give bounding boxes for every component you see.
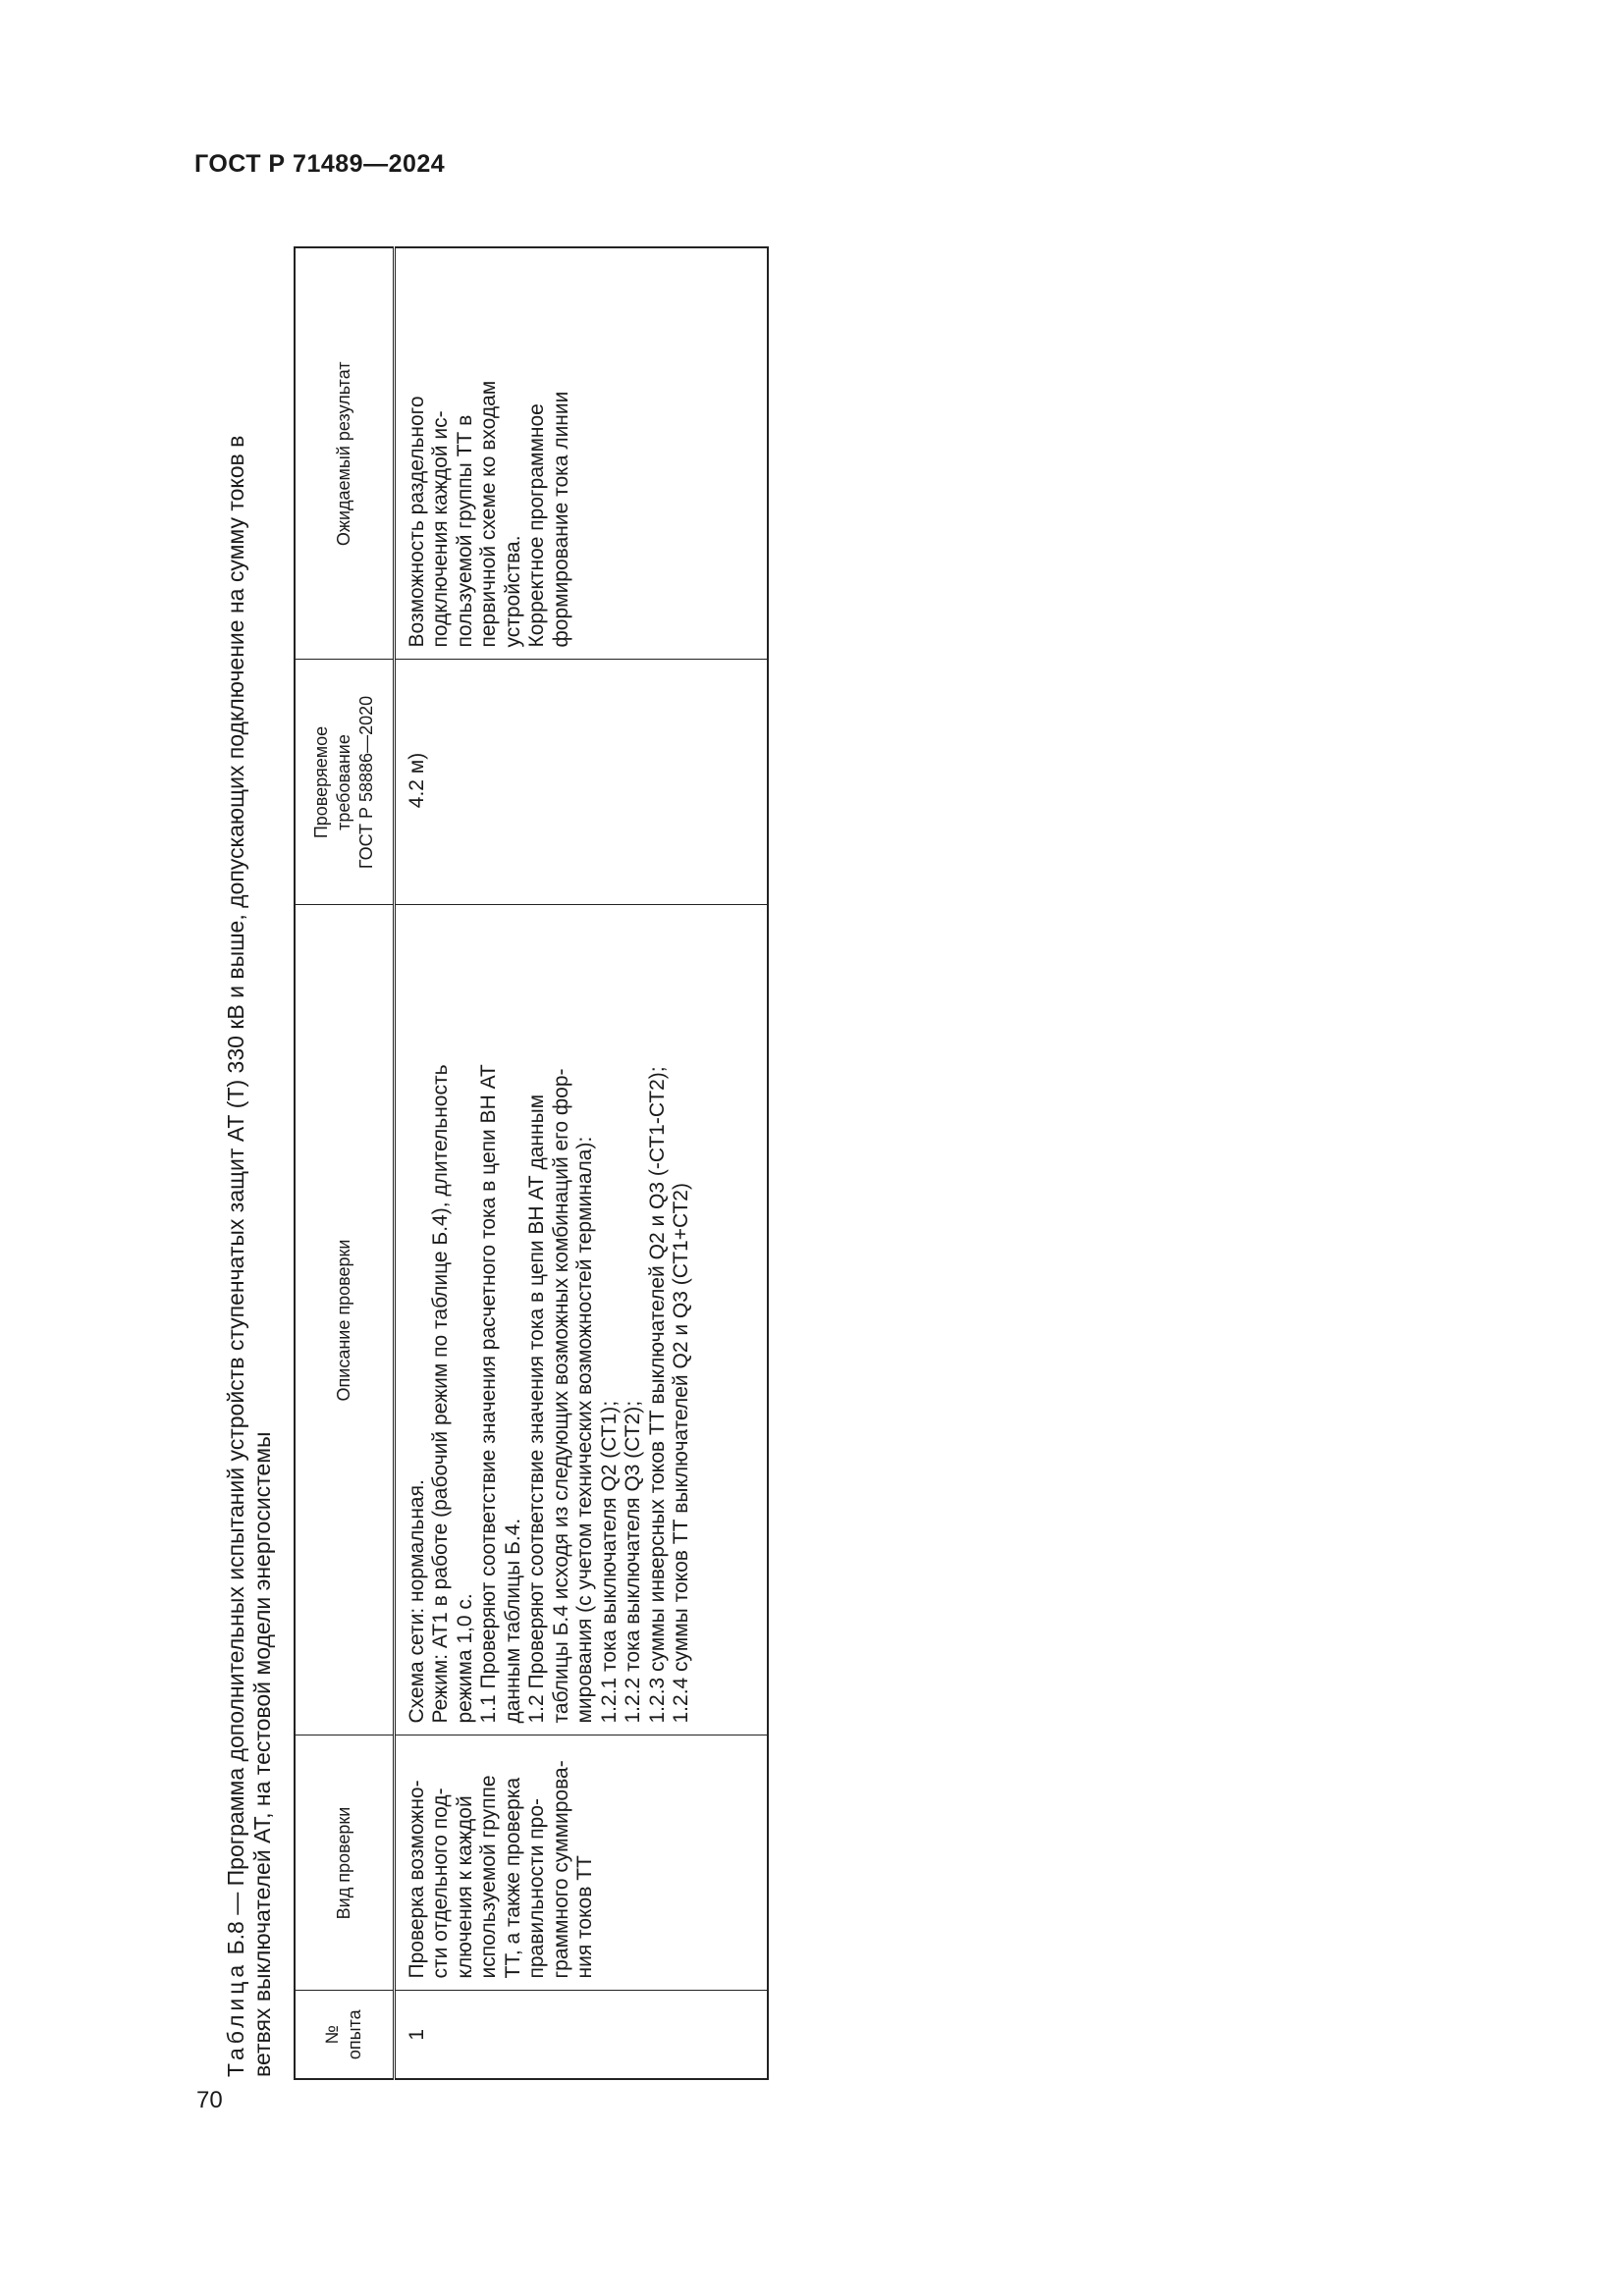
caption-text-line1: Б.8 — Программа дополнительных испытаний устройств ступенчатых защит АТ (Т) 330 кВ и выше, допускающих подключение на сумму токов в <box>223 435 248 1961</box>
header-description: Описание проверки <box>295 905 394 1735</box>
rotated-table-block <box>211 227 741 2092</box>
header-requirement: Проверяемое требование ГОСТ Р 58886—2020 <box>295 660 394 905</box>
table-header-row <box>295 247 394 2079</box>
cell-expected: Возможность раздельного подключения каждой ис- пользуемой группы ТТ в первичной схеме ко входам устройства. Корректное программное формирование тока линии <box>394 247 768 660</box>
caption-label: Таблица <box>223 1960 248 2077</box>
table-row <box>394 247 768 2079</box>
caption-text-line2: ветвях выключателей АТ, на тестовой модели энергосистемы <box>249 1431 275 2077</box>
cell-requirement: 4.2 м) <box>394 660 768 905</box>
cell-description: Схема сети: нормальная. Режим: АТ1 в работе (рабочий режим по таблице Б.4), длительность режима 1,0 с. 1.1 Проверяют соответствие значения расчетного тока в цепи ВН АТ данным таблицы Б.4. 1.2 Проверяют соответствие значения тока в цепи ВН АТ данным таблицы Б.4 исходя из следующих возможных комбинаций его фор- мирования (с учетом технических возможностей терминала): 1.2.1 тока выключателя Q2 (СТ1); 1.2.2 тока выключателя Q3 (СТ2); 1.2.3 суммы инверсных токов ТТ выключателей Q2 и Q3 (-СТ1-СТ2); 1.2.4 суммы токов ТТ выключателей Q2 и Q3 (СТ1+СТ2) <box>394 905 768 1735</box>
cell-type: Проверка возможно- сти отдельного под- ключения к каждой используемой группе ТТ, а также проверка правильности про- граммного суммирова- ния токов ТТ <box>394 1735 768 1991</box>
document-header: ГОСТ Р 71489—2024 <box>194 150 446 178</box>
cell-num: 1 <box>394 1991 768 2079</box>
page-number: 70 <box>196 2087 223 2113</box>
test-program-table <box>294 246 769 2080</box>
header-num: № опыта <box>295 1991 394 2079</box>
table-caption <box>223 251 276 2077</box>
header-expected: Ожидаемый результат <box>295 247 394 660</box>
header-type: Вид проверки <box>295 1735 394 1991</box>
